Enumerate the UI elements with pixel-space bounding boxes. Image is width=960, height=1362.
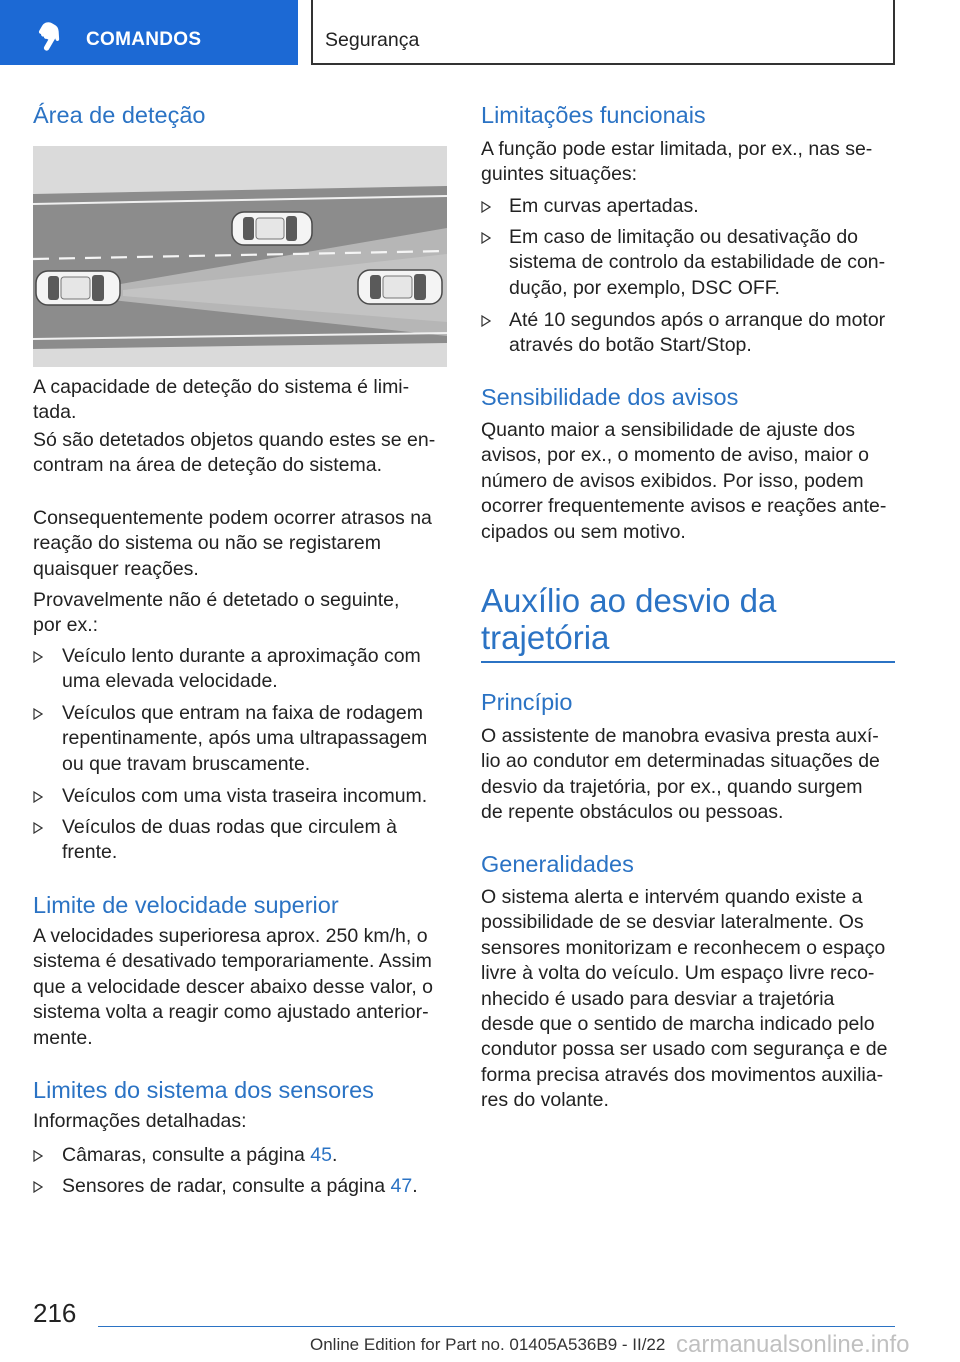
hand-touch-icon xyxy=(34,22,62,52)
paragraph-line: guintes situações: xyxy=(481,163,638,186)
paragraph-line: reação do sistema ou não se registarem xyxy=(33,532,381,555)
paragraph-line: res do volante. xyxy=(481,1089,609,1112)
list-item-line xyxy=(62,1143,337,1168)
paragraph-principle xyxy=(481,724,880,826)
list-item-text xyxy=(62,815,397,866)
bullet-triangle-icon xyxy=(481,315,491,327)
car-icon xyxy=(36,271,120,305)
section-title-line: trajetória xyxy=(481,619,610,656)
paragraph-line: ocorrer frequentemente avisos e reações ante- xyxy=(481,495,887,518)
section-title-line: Auxílio ao desvio da xyxy=(481,582,777,619)
car-icon xyxy=(358,270,442,304)
page-number: 216 xyxy=(33,1298,77,1328)
paragraph-line: lio ao condutor em determinadas situações de xyxy=(481,750,880,773)
list-item-text xyxy=(62,1143,337,1168)
list-item-line: Veículo lento durante a aproximação com xyxy=(62,645,421,667)
paragraph-line: condutor possa ser usado com segurança e de xyxy=(481,1038,888,1061)
list-item-line: através do botão Start/Stop. xyxy=(509,334,752,357)
paragraph-line: Provavelmente não é detetado o seguinte, xyxy=(33,589,400,611)
heading-sensor-limits: Limites do sistema dos sensores xyxy=(33,1077,374,1103)
list-item-line: ou que travam bruscamente. xyxy=(62,752,311,775)
heading-functional-limits: Limitações funcionais xyxy=(481,102,706,128)
footer-rule xyxy=(98,1326,895,1327)
reference-suffix: . xyxy=(412,1175,418,1197)
list-item-text xyxy=(62,644,421,695)
reference-suffix: . xyxy=(331,1144,338,1166)
paragraph-speed-limit xyxy=(33,924,433,1051)
paragraph-line: sistema volta a reagir como ajustado anterior- xyxy=(33,1001,429,1024)
paragraph-line: contram na área de deteção do sistema. xyxy=(33,454,383,477)
paragraph-not-detected-intro xyxy=(33,588,399,639)
list-item-text xyxy=(62,701,427,777)
edition-label: Online Edition for Part no. 01405A536B9 - II/22 xyxy=(310,1335,666,1354)
list-item-line: repentinamente, após uma ultrapassagem xyxy=(62,727,428,750)
paragraph-reaction-delays xyxy=(33,506,432,582)
section-label: COMANDOS xyxy=(86,29,202,50)
paragraph-line: forma precisa através dos movimentos auxilia- xyxy=(481,1063,884,1086)
list-item-line: Veículos que entram na faixa de rodagem xyxy=(62,702,423,724)
paragraph-detected-objects xyxy=(33,428,435,479)
page-link[interactable]: 47 xyxy=(390,1175,413,1197)
heading-general: Generalidades xyxy=(481,851,634,877)
paragraph-functional-limits xyxy=(481,137,872,188)
paragraph-line: A capacidade de deteção do sistema é limi- xyxy=(33,376,410,398)
list-item-line: sistema de controlo da estabilidade de con- xyxy=(509,251,886,274)
paragraph-line: sistema é desativado temporariamente. Assim xyxy=(33,950,432,973)
paragraph-line: desvio da trajetória, por ex., quando surgem xyxy=(481,775,863,798)
paragraph-line: que a velocidade descer abaixo desse valor, o xyxy=(33,975,434,998)
list-item-text xyxy=(62,1174,418,1199)
paragraph-line: A velocidades superioresa aprox. 250 km/h, o xyxy=(33,925,428,947)
paragraph-line: possibilidade de se desviar lateralmente. Os xyxy=(481,911,864,934)
list-item-line xyxy=(62,1174,418,1199)
paragraph-line: nhecido é usado para desviar a trajetória xyxy=(481,987,835,1010)
list-item-line: Em caso de limitação ou desativação do xyxy=(509,226,859,248)
reference-text: Câmaras, consulte a página xyxy=(62,1144,311,1166)
chapter-label: Segurança xyxy=(325,29,420,51)
paragraph-line: Quanto maior a sensibilidade de ajuste dos xyxy=(481,419,855,441)
paragraph-line: avisos, por ex., o momento de aviso, maior o xyxy=(481,444,870,467)
list-item-line: uma elevada velocidade. xyxy=(62,670,278,693)
paragraph-line: sensores monitorizam e reconhecem o espaço xyxy=(481,936,886,959)
paragraph-line: de repente obstáculos ou pessoas. xyxy=(481,801,784,824)
list-item-line: Veículos com uma vista traseira incomum. xyxy=(62,785,428,807)
list-item-line: Veículos de duas rodas que circulem à xyxy=(62,816,397,838)
heading-detection-area: Área de deteção xyxy=(33,102,206,128)
bullet-triangle-icon xyxy=(33,822,43,834)
road-detection-area-illustration xyxy=(33,146,447,367)
page-link[interactable]: 45 xyxy=(310,1144,332,1166)
bullet-triangle-icon xyxy=(481,232,491,244)
paragraph-line: Consequentemente podem ocorrer atrasos na xyxy=(33,507,432,529)
paragraph-line: tada. xyxy=(33,401,77,424)
paragraph-line: quaisquer reações. xyxy=(33,557,199,580)
car-icon xyxy=(232,212,312,245)
bullet-triangle-icon xyxy=(33,1181,43,1193)
paragraph-sensor-intro xyxy=(33,1109,247,1134)
list-item-text xyxy=(62,784,427,809)
paragraph-line: A função pode estar limitada, por ex., nas se- xyxy=(481,138,873,160)
section-title-rule xyxy=(481,661,895,663)
paragraph-general xyxy=(481,885,888,1114)
reference-text: Sensores de radar, consulte a página xyxy=(62,1175,391,1197)
paragraph-line: livre à volta do veículo. Um espaço livre reco- xyxy=(481,962,875,985)
bullet-triangle-icon xyxy=(33,791,43,803)
paragraph-line: Informações detalhadas: xyxy=(33,1110,247,1132)
paragraph-warning-sensitivity xyxy=(481,418,886,545)
paragraph-line: Só são detetados objetos quando estes se en- xyxy=(33,429,436,451)
paragraph-detection-capacity xyxy=(33,375,409,426)
bullet-triangle-icon xyxy=(33,1150,43,1162)
list-item-text xyxy=(509,308,885,359)
list-item-line: Em curvas apertadas. xyxy=(509,195,699,217)
list-item-text xyxy=(509,194,699,219)
paragraph-line: número de avisos exibidos. Por isso, podem xyxy=(481,469,864,492)
paragraph-line: mente. xyxy=(33,1026,93,1049)
list-item-line: frente. xyxy=(62,841,118,864)
section-title xyxy=(481,582,776,656)
paragraph-line: desde que o sentido de marcha indicado pelo xyxy=(481,1012,875,1035)
paragraph-line: O sistema alerta e intervém quando existe a xyxy=(481,886,863,908)
paragraph-line: cipados ou sem motivo. xyxy=(481,520,686,543)
bullet-triangle-icon xyxy=(33,708,43,720)
heading-principle: Princípio xyxy=(481,689,573,715)
bullet-triangle-icon xyxy=(481,201,491,213)
bullet-triangle-icon xyxy=(33,651,43,663)
list-item-text xyxy=(509,225,885,301)
paragraph-line: O assistente de manobra evasiva presta auxí- xyxy=(481,725,879,747)
list-item-line: Até 10 segundos após o arranque do motor xyxy=(509,309,886,331)
list-item-line: dução, por exemplo, DSC OFF. xyxy=(509,276,780,299)
watermark: carmanualsonline.info xyxy=(676,1331,910,1358)
heading-speed-limit: Limite de velocidade superior xyxy=(33,892,339,918)
heading-warning-sensitivity: Sensibilidade dos avisos xyxy=(481,384,739,410)
paragraph-line: por ex.: xyxy=(33,614,99,637)
